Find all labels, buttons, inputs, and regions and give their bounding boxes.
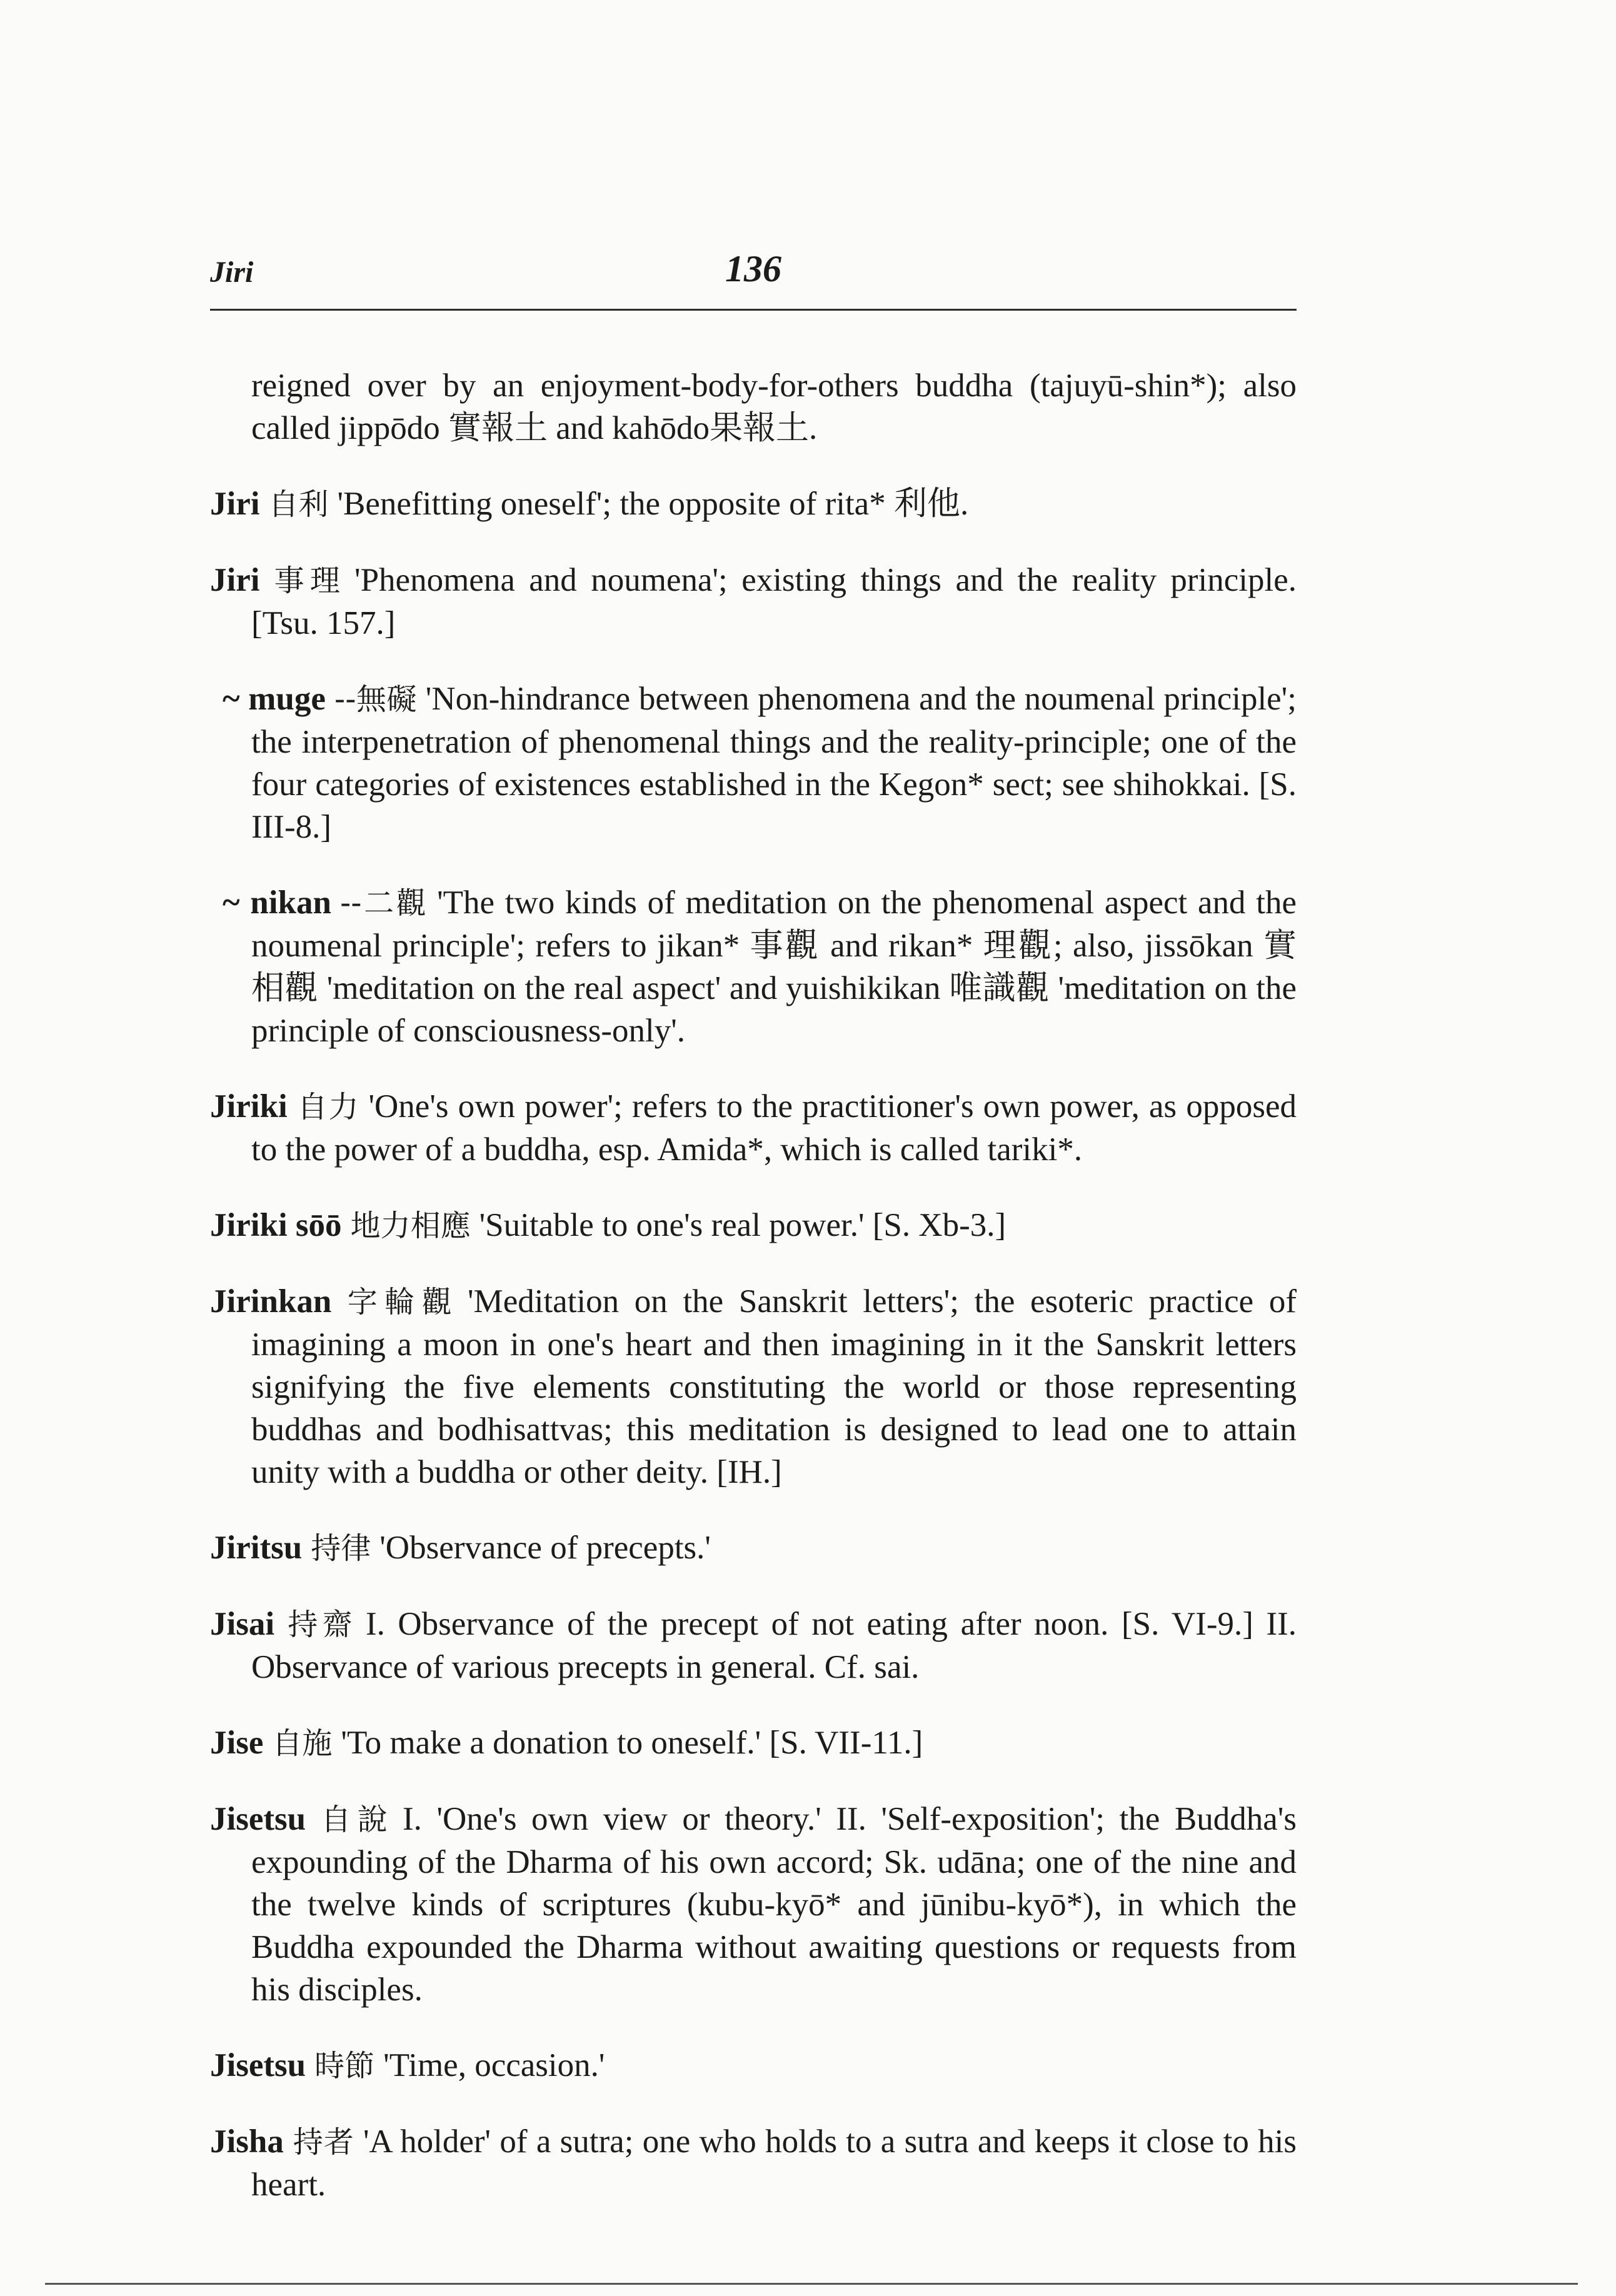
headword: Jiri (210, 486, 260, 522)
entry-jise (210, 1722, 1297, 1765)
entry-text: 'Time, occasion.' (383, 2047, 605, 2083)
headword: Jisha (210, 2123, 284, 2160)
headword: Jiriki sōō (210, 1207, 342, 1243)
entry-jiri-benefitting (210, 483, 1297, 526)
headword-kanji: 持律 (311, 1531, 371, 1566)
headword-kanji: 自說 (314, 1802, 394, 1837)
entry-text: 'To make a donation to oneself.' [S. VII-11.] (341, 1725, 923, 1761)
entry-jisetsu-time (210, 2044, 1297, 2087)
subentry-nikan (210, 881, 1297, 1052)
headword-kanji: 持齋 (283, 1607, 357, 1642)
headword-kanji: 字輪觀 (340, 1285, 459, 1320)
headword: Jiritsu (210, 1530, 303, 1566)
bottom-rule (45, 2283, 1578, 2285)
headword-kanji: 時節 (314, 2048, 375, 2083)
entry-text: 'The two kinds of meditation on the phenomenal aspect and the noumenal principle'; refers to jikan* 事觀 and rikan* 理觀; also, jissōkan 實相觀 'meditation on the real aspect' and yuishikikan 唯識觀 'meditation on the principle of consciousness-only'. (251, 885, 1297, 1049)
headword-kanji: 自力 (296, 1090, 360, 1125)
entry-jiriki-soo (210, 1204, 1297, 1247)
entry-jisai (210, 1603, 1297, 1688)
entry-jiri-phenomena (210, 559, 1297, 644)
entry-text: 'Non-hindrance between phenomena and the noumenal principle'; the interpenetration of phenomenal things and the reality-principle; one of the four categories of existences established in the Kegon* sect; see shihokkai. [S. III-8.] (251, 681, 1297, 845)
headword-kanji: 自利 (268, 487, 329, 522)
headword: ~ muge (223, 681, 326, 717)
running-head (210, 248, 1297, 311)
entry-jisetsu-view (210, 1798, 1297, 2011)
entry-text: 'Meditation on the Sanskrit letters'; the esoteric practice of imagining a moon in one's heart and then imagining in it the Sanskrit letters signifying the five elements constituting the world or those representing buddhas and bodhisattvas; this meditation is designed to lead one to attain unity with a buddha or other deity. [IH.] (251, 1283, 1297, 1490)
entry-text: 'Suitable to one's real power.' [S. Xb-3.] (479, 1207, 1006, 1243)
running-title: Jiri (210, 256, 254, 289)
page-number: 136 (725, 248, 781, 289)
entry-text: I. Observance of the precept of not eating after noon. [S. VI-9.] II. Observance of various precepts in general. Cf. sai. (251, 1606, 1297, 1685)
entry-text: 'Observance of precepts.' (379, 1530, 711, 1566)
headword-kanji: 持者 (292, 2125, 354, 2160)
entry-jirinkan (210, 1280, 1297, 1493)
entry-text: 'One's own power'; refers to the practitioner's own power, as opposed to the power of a buddha, esp. Amida*, which is called tariki*. (251, 1088, 1297, 1168)
subentry-muge (210, 678, 1297, 848)
headword: Jisetsu (210, 1801, 306, 1837)
headword: Jise (210, 1725, 264, 1761)
entry-continuation (210, 364, 1297, 449)
entry-jisha (210, 2120, 1297, 2206)
headword: Jirinkan (210, 1283, 332, 1320)
entry-jiritsu (210, 1526, 1297, 1570)
headword: Jisai (210, 1606, 275, 1642)
entry-text: 'Benefitting oneself'; the opposite of rita* 利他. (337, 486, 969, 522)
headword-kanji: --無礙 (334, 682, 417, 717)
headword-kanji: 自施 (272, 1726, 333, 1761)
headword: Jiri (210, 562, 260, 598)
dictionary-entries (210, 331, 1297, 2214)
entry-text: reigned over by an enjoyment-body-for-others buddha (tajuyū-shin*); also called jippōdo 實報土 and kahōdo果報土. (251, 368, 1297, 446)
headword: ~ nikan (223, 885, 331, 921)
entry-text: 'Phenomena and noumena'; existing things and the reality principle. [Tsu. 157.] (251, 562, 1297, 641)
entry-text: I. 'One's own view or theory.' II. 'Self-exposition'; the Buddha's expounding of the Dharma of his own accord; Sk. udāna; one of the nine and the twelve kinds of scriptures (kubu-kyō* and jūnibu-kyō*), in which the Buddha expounded the Dharma without awaiting questions or requests from his disciples. (251, 1801, 1297, 2008)
entry-jiriki (210, 1085, 1297, 1171)
entry-text: 'A holder' of a sutra; one who holds to a sutra and keeps it close to his heart. (251, 2123, 1297, 2203)
headword: Jiriki (210, 1088, 288, 1125)
headword-kanji: 地力相應 (350, 1208, 471, 1243)
headword-kanji: --二觀 (339, 886, 429, 921)
headword: Jisetsu (210, 2047, 306, 2083)
headword-kanji: 事理 (268, 563, 346, 598)
